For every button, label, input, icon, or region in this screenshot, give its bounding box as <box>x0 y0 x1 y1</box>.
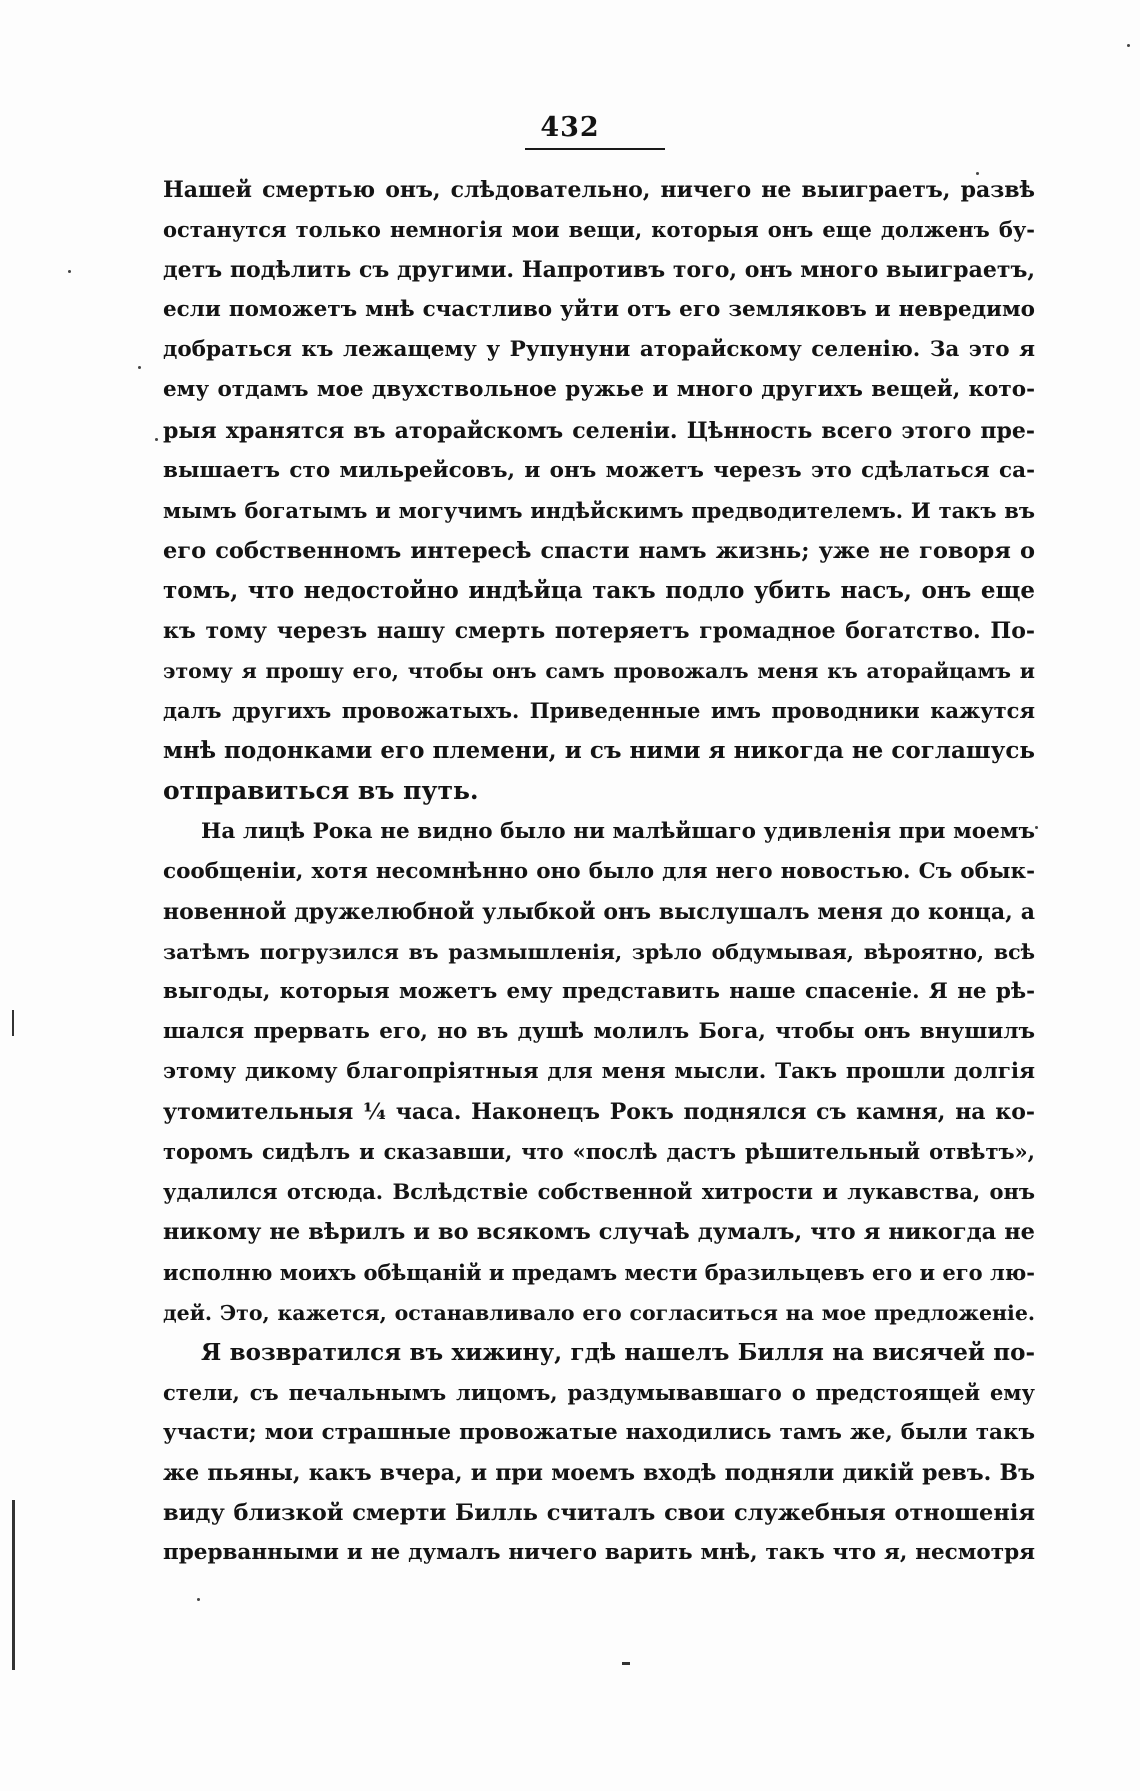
text-line: утомительныя ¼ часа. Наконецъ Рокъ поднялся съ камня, на ко- <box>163 1099 1035 1126</box>
text-line: отправиться въ путь. <box>163 776 479 806</box>
text-line: ему отдамъ мое двухствольное ружье и много другихъ вещей, кото- <box>163 377 1035 403</box>
text-line: этому дикому благопріятныя для меня мысли. Такъ прошли долгія <box>163 1059 1035 1085</box>
text-line: шался прервать его, но въ душѣ молилъ Бога, чтобы онъ внушилъ <box>163 1018 1035 1044</box>
text-line: къ тому черезъ нашу смерть потеряетъ громадное богатство. По- <box>163 618 1035 645</box>
paragraph-2 <box>163 812 1035 1333</box>
scan-speck <box>1035 826 1038 829</box>
text-line: участи; мои страшные провожатые находились тамъ же, были такъ <box>163 1419 1035 1445</box>
scan-speck <box>155 438 158 441</box>
paragraph-1 <box>163 170 1035 812</box>
text-line: виду близкой смерти Билль считалъ свои служебныя отношенія <box>163 1500 1035 1527</box>
scan-edge-mark <box>12 1500 15 1670</box>
text-line: останутся только немногія мои вещи, которыя онъ еще долженъ бу- <box>163 217 1035 243</box>
scan-speck <box>1127 44 1130 47</box>
text-line: мнѣ подонками его племени, и съ ними я никогда не соглашусь <box>163 737 1035 765</box>
scan-speck <box>138 366 141 369</box>
text-line: этому я прошу его, чтобы онъ самъ провожалъ меня къ аторайцамъ и <box>163 659 1035 684</box>
text-line: его собственномъ интересѣ спасти намъ жизнь; уже не говоря о <box>163 537 1035 564</box>
text-line: если поможетъ мнѣ счастливо уйти отъ его земляковъ и невредимо <box>163 297 1035 323</box>
page-number: 432 <box>540 112 600 143</box>
text-line: добраться къ лежащему у Рупунуни аторайскому селенію. За это я <box>163 337 1035 363</box>
text-line: вышаетъ сто мильрейсовъ, и онъ можетъ черезъ это сдѣлаться са- <box>163 457 1035 483</box>
text-line: удалился отсюда. Вслѣдствіе собственной хитрости и лукавства, онъ <box>163 1179 1035 1205</box>
text-line: рыя хранятся въ аторайскомъ селеніи. Цѣнность всего этого пре- <box>163 417 1035 444</box>
text-line: томъ, что недостойно индѣйца такъ подло убить насъ, онъ еще <box>163 576 1035 604</box>
text-line: дей. Это, кажется, останавливало его согласиться на мое предложеніе. <box>163 1300 1035 1325</box>
text-line: детъ подѣлить съ другими. Напротивъ того, онъ много выиграетъ, <box>163 257 1035 284</box>
text-line: стели, съ печальнымъ лицомъ, раздумывавшаго о предстоящей ему <box>163 1379 1035 1405</box>
text-line: мымъ богатымъ и могучимъ индѣйскимъ предводителемъ. И такъ въ <box>163 497 1035 523</box>
header-rule <box>525 148 665 150</box>
scan-speck <box>68 270 71 273</box>
text-line: торомъ сидѣлъ и сказавши, что «послѣ дастъ рѣшительный отвѣтъ», <box>163 1139 1035 1165</box>
body-text <box>163 170 1035 1573</box>
paragraph-3 <box>163 1333 1035 1574</box>
text-line: далъ другихъ провожатыхъ. Приведенные имъ проводники кажутся <box>163 698 1035 724</box>
text-line: На лицѣ Рока не видно было ни малѣйшаго удивленія при моемъ <box>201 818 1035 844</box>
text-line: никому не вѣрилъ и во всякомъ случаѣ думалъ, что я никогда не <box>163 1219 1035 1246</box>
text-line: Я возвратился въ хижину, гдѣ нашелъ Билля на висячей по- <box>201 1338 1035 1366</box>
text-line: сообщеніи, хотя несомнѣнно оно было для него новостью. Съ обык- <box>163 858 1035 884</box>
text-line: исполню моихъ обѣщаній и предамъ мести бразильцевъ его и его лю- <box>163 1259 1035 1285</box>
text-line: прерванными и не думалъ ничего варить мнѣ, такъ что я, несмотря <box>163 1540 1035 1566</box>
text-line: затѣмъ погрузился въ размышленія, зрѣло обдумывая, вѣроятно, всѣ <box>163 939 1035 964</box>
text-line: Нашей смертью онъ, слѣдовательно, ничего не выиграетъ, развѣ <box>163 177 1035 203</box>
text-line: же пьяны, какъ вчера, и при моемъ входѣ подняли дикій ревъ. Въ <box>163 1460 1035 1486</box>
scan-edge-mark <box>12 1010 14 1036</box>
text-line: выгоды, которыя можетъ ему представить наше спасеніе. Я не рѣ- <box>163 978 1035 1004</box>
scan-speck <box>976 172 979 175</box>
scan-dash-mark <box>622 1662 630 1665</box>
text-line: новенной дружелюбной улыбкой онъ выслушалъ меня до конца, а <box>163 898 1035 925</box>
scan-speck <box>197 1598 200 1601</box>
